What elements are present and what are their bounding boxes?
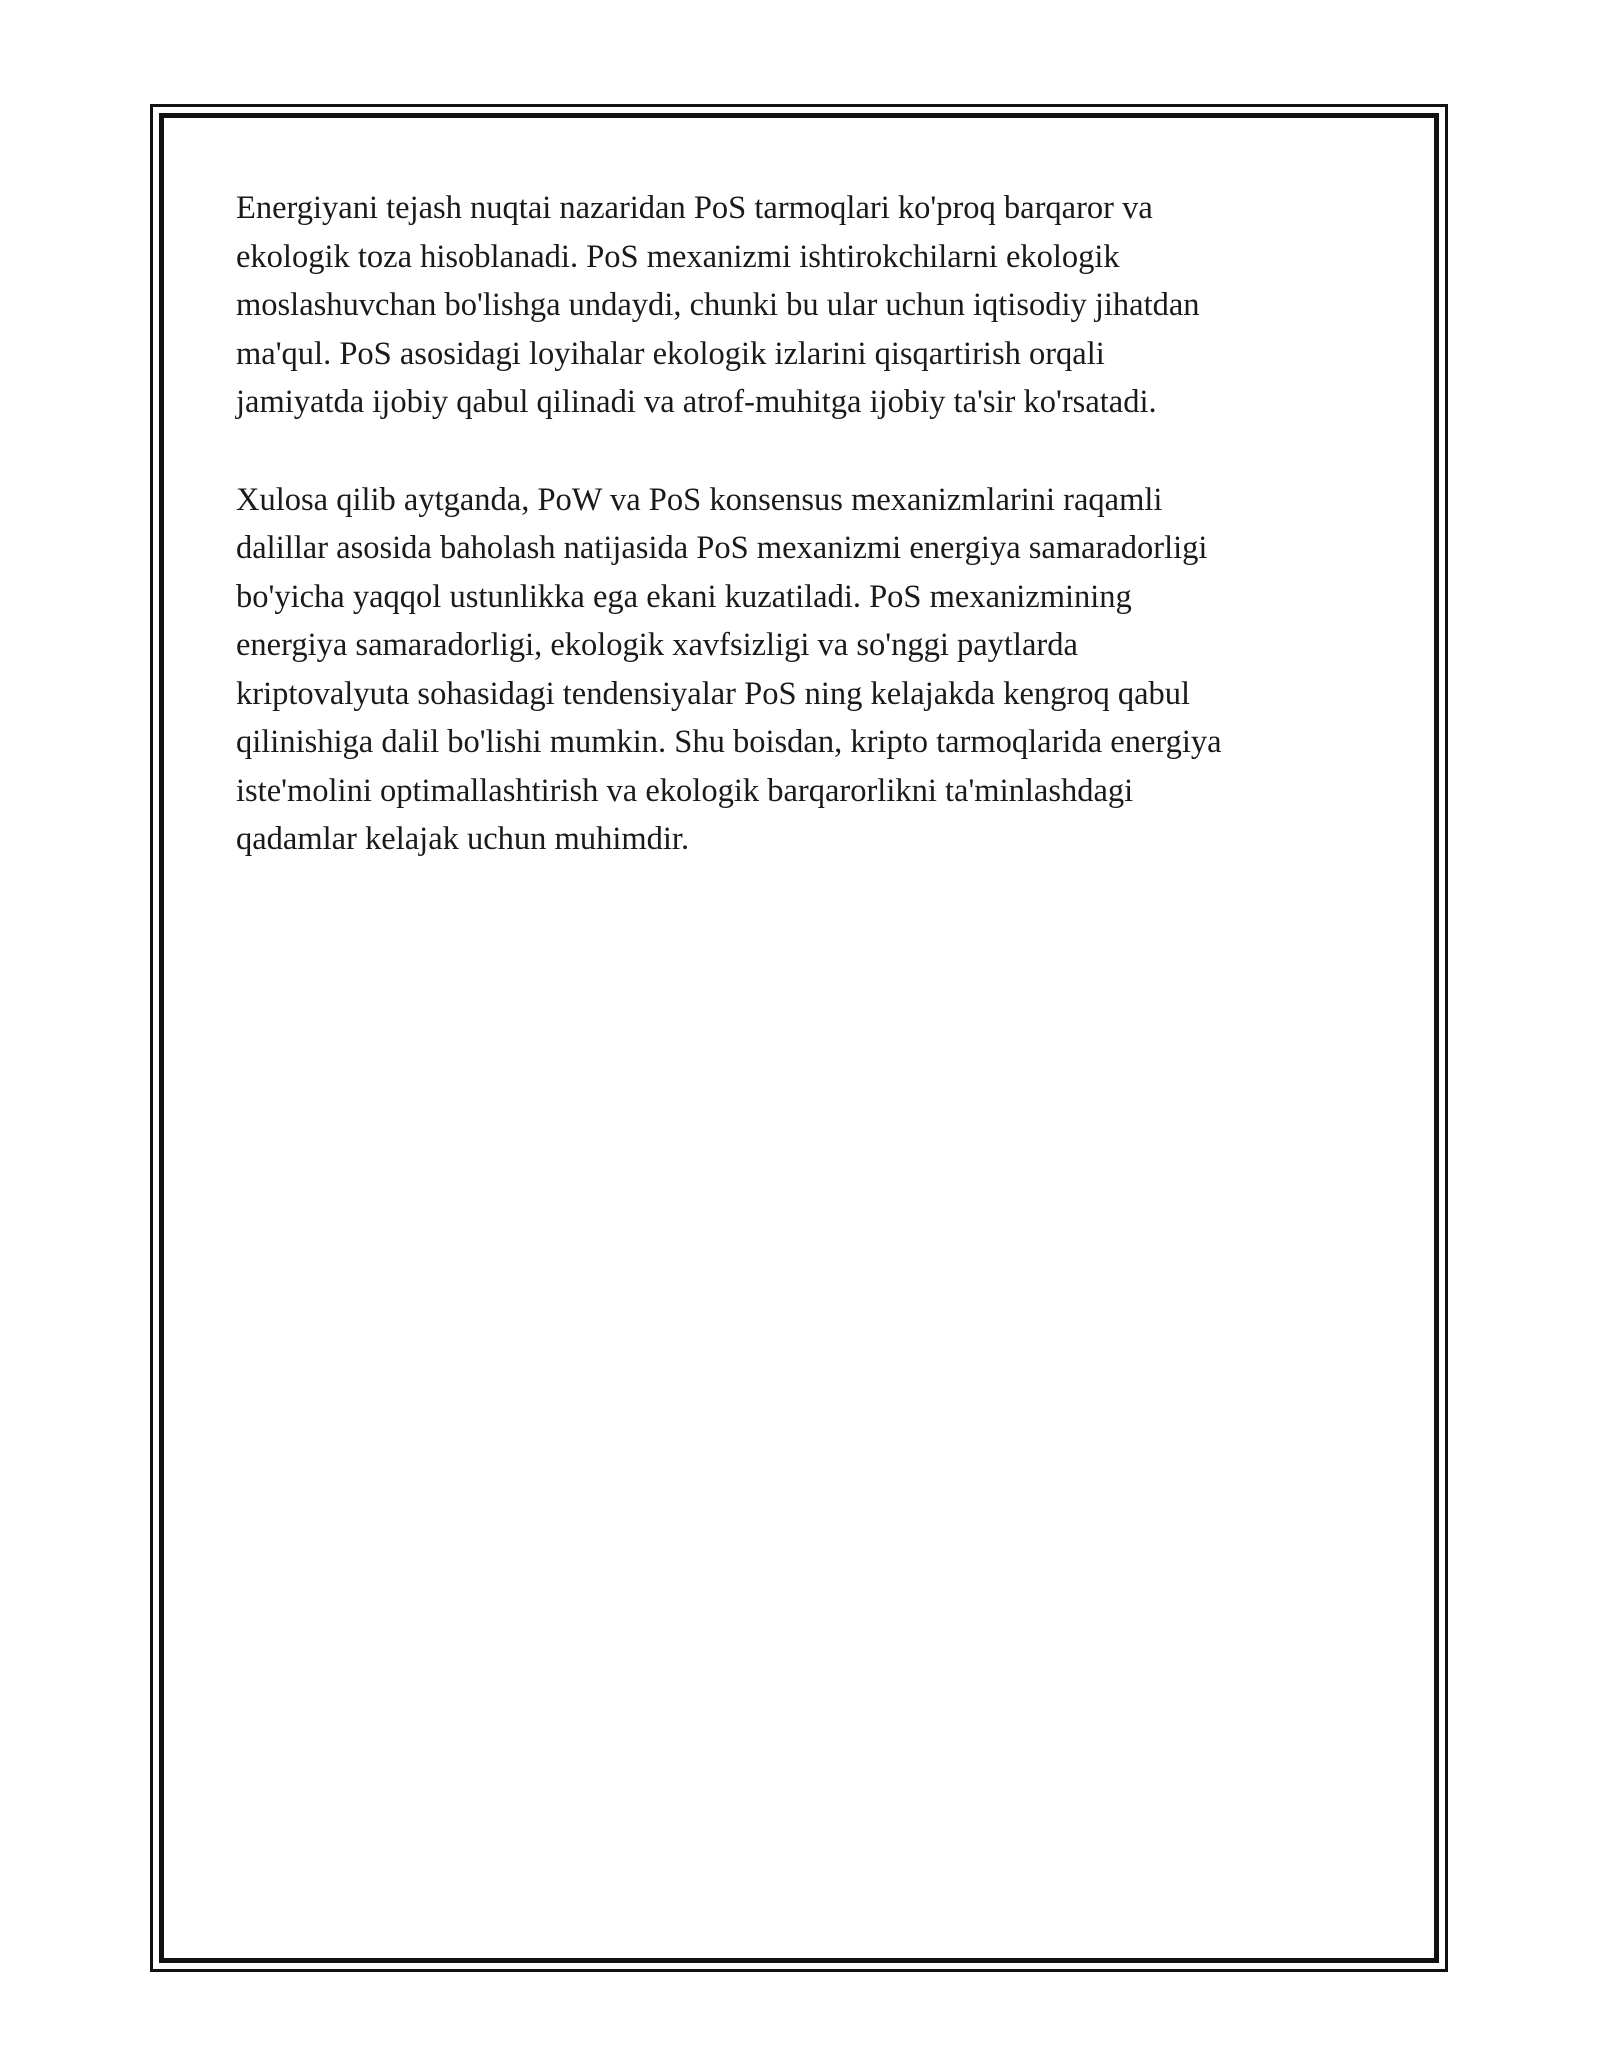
paragraph-conclusion: Xulosa qilib aytganda, PoW va PoS konsensus mexanizmlarini raqamli dalillar asosida baholash natijasida PoS mexanizmi energiya samaradorligi bo'yicha yaqqol ustunlikka ega ekani kuzatiladi. PoS mexanizmining energiya samaradorligi, ekologik xavfsizligi va so'nggi paytlarda kriptovalyuta sohasidagi tendensiyalar PoS ning kelajakda kengroq qabul qilinishiga dalil bo'lishi mumkin. Shu boisdan, kripto tarmoqlarida energiya iste'molini optimallashtirish va ekologik barqarorlikni ta'minlashdagi qadamlar kelajak uchun muhimdir. (236, 481, 1222, 857)
paragraph-energy-saving: Energiyani tejash nuqtai nazaridan PoS tarmoqlari ko'proq barqaror va ekologik toza hisoblanadi. PoS mexanizmi ishtirokchilarni ekologik moslashuvchan bo'lishga undaydi, chunki bu ular uchun iqtisodiy jihatdan ma'qul. PoS asosidagi loyihalar ekologik izlarini qisqartirish orqali jamiyatda ijobiy qabul qilinadi va atrof-muhitga ijobiy ta'sir ko'rsatadi. (236, 190, 1200, 420)
document-body (236, 184, 1376, 864)
